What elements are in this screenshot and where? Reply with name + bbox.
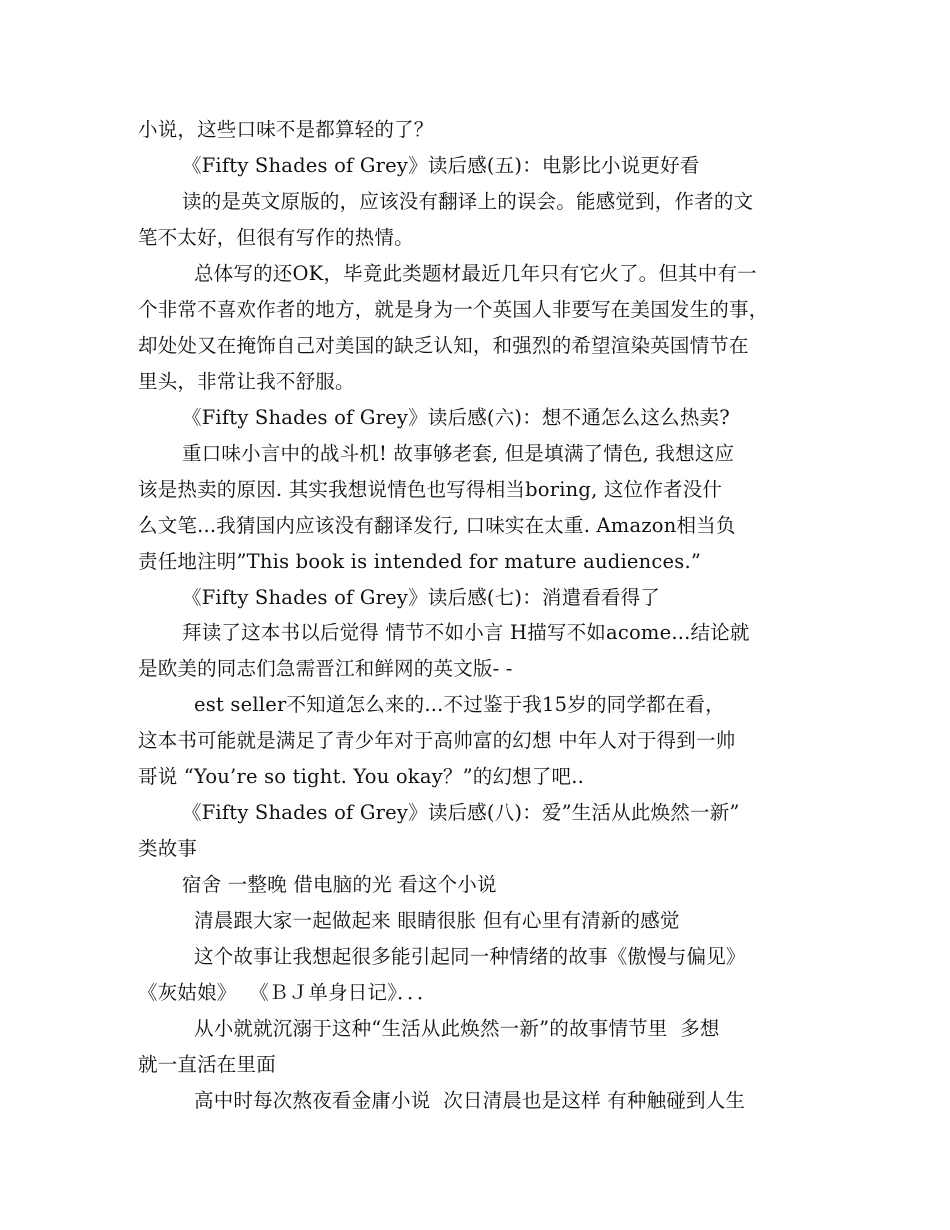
text-line: 读的是英文原版的，应该没有翻译上的误会。能感觉到，作者的文	[182, 190, 754, 213]
text-line: 笔不太好，但很有写作的热情。	[138, 226, 414, 249]
text-line: 重口味小言中的战斗机! 故事够老套, 但是填满了情色, 我想这应	[182, 442, 735, 465]
text-line: est seller不知道怎么来的...不过鉴于我15岁的同学都在看，	[194, 693, 725, 716]
section-heading: 《Fifty Shades of Grey》读后感(六)：想不通怎么这么热卖?	[182, 406, 730, 429]
text-line: 这本书可能就是满足了青少年对于高帅富的幻想 中年人对于得到一帅	[138, 729, 736, 752]
text-line: 责任地注明”This book is intended for mature audiences.”	[138, 550, 702, 573]
text-line: 从小就就沉溺于这种“生活从此焕然一新”的故事情节里 多想	[194, 1017, 720, 1040]
section-heading: 《Fifty Shades of Grey》读后感(八)：爱”生活从此焕然一新”	[182, 801, 740, 824]
text-line: 小说，这些口味不是都算轻的了？	[138, 118, 434, 141]
text-line: 类故事	[138, 837, 198, 860]
section-heading: 《Fifty Shades of Grey》读后感(七)：消遣看看得了	[182, 586, 661, 609]
text-line: 总体写的还OK，毕竟此类题材最近几年只有它火了。但其中有一	[194, 262, 757, 285]
text-line: 就一直活在里面	[138, 1053, 276, 1076]
text-line: 里头，非常让我不舒服。	[138, 370, 355, 393]
text-line: 拜读了这本书以后觉得 情节不如小言 H描写不如acome...结论就	[182, 621, 750, 644]
text-line: 哥说 “You’re so tight. You okay？”的幻想了吧..	[138, 765, 585, 788]
text-line: 清晨跟大家一起做起来 眼睛很胀 但有心里有清新的感觉	[194, 909, 680, 932]
text-line: 宿舍 一整晚 借电脑的光 看这个小说	[182, 873, 497, 896]
text-line: 个非常不喜欢作者的地方，就是身为一个英国人非要写在美国发生的事，	[138, 298, 769, 321]
text-line: 《灰姑娘》 《ＢＪ单身日记》．．．	[138, 981, 437, 1004]
text-line: 这个故事让我想起很多能引起同一种情绪的故事《傲慢与偏见》	[194, 945, 746, 968]
section-heading: 《Fifty Shades of Grey》读后感(五)：电影比小说更好看	[182, 154, 700, 177]
text-line: 高中时每次熬夜看金庸小说 次日清晨也是这样 有种触碰到人生	[194, 1089, 746, 1112]
text-line: 却处处又在掩饰自己对美国的缺乏认知，和强烈的希望渲染英国情节在	[138, 334, 749, 357]
text-line: 么文笔...我猜国内应该没有翻译发行, 口味实在太重. Amazon相当负	[138, 514, 736, 537]
text-line: 是欧美的同志们急需晋江和鲜网的英文版- -	[138, 657, 513, 680]
text-line: 该是热卖的原因. 其实我想说情色也写得相当boring, 这位作者没什	[138, 478, 723, 501]
